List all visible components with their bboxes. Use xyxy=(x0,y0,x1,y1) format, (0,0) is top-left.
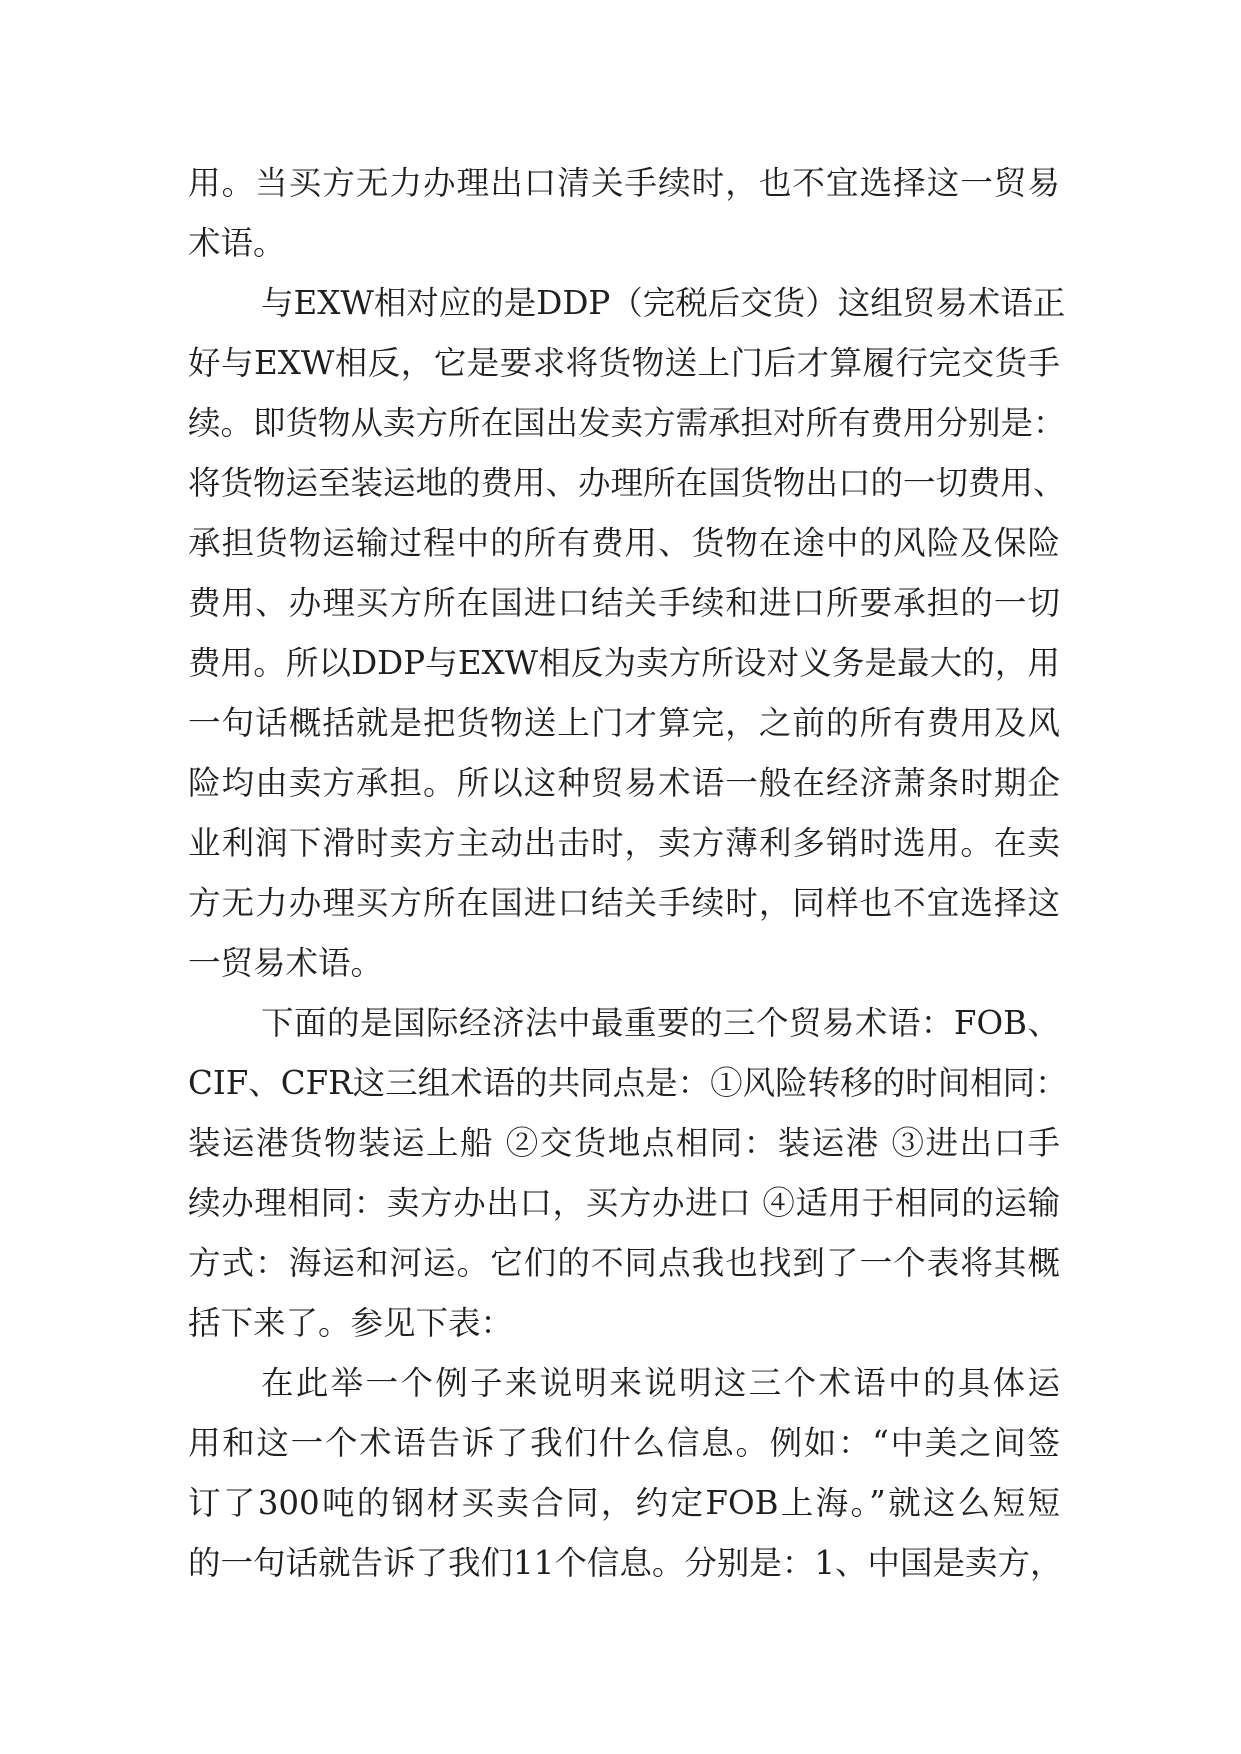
text-line: 业利润下滑时卖方主动出击时，卖方薄利多销时选用。在卖 xyxy=(188,824,1060,862)
text-line: 将货物运至装运地的费用、办理所在国货物出口的一切费用、 xyxy=(188,464,1066,502)
text-line: 的一句话就告诉了我们11个信息。分别是：1、中国是卖方， xyxy=(188,1544,1063,1582)
text-line: 术语。 xyxy=(188,224,286,262)
text-line: 承担货物运输过程中的所有费用、货物在途中的风险及保险 xyxy=(188,524,1060,562)
text-line: 方式：海运和河运。它们的不同点我也找到了一个表将其概 xyxy=(188,1244,1060,1282)
paragraph xyxy=(188,1353,1063,1593)
text-line: CIF、CFR这三组术语的共同点是：①风险转移的时间相同： xyxy=(188,1064,1068,1102)
paragraph xyxy=(188,153,1060,273)
text-line: 用和这一个术语告诉了我们什么信息。例如：“中美之间签 xyxy=(188,1424,1060,1462)
text-line: 续。即货物从卖方所在国出发卖方需承担对所有费用分别是： xyxy=(188,404,1066,442)
text-line: 与EXW相对应的是DDP（完税后交货）这组贸易术语正 xyxy=(261,284,1066,322)
text-line: 续办理相同：卖方办出口，买方办进口 ④适用于相同的运输 xyxy=(188,1184,1060,1222)
text-line: 费用、办理买方所在国进口结关手续和进口所要承担的一切 xyxy=(188,584,1060,622)
text-line: 括下来了。参见下表： xyxy=(188,1304,514,1342)
text-line: 好与EXW相反，它是要求将货物送上门后才算履行完交货手 xyxy=(188,344,1060,382)
text-line: 用。当买方无力办理出口清关手续时，也不宜选择这一贸易 xyxy=(188,164,1060,202)
text-line: 费用。所以DDP与EXW相反为卖方所设对义务是最大的，用 xyxy=(188,644,1060,682)
text-line: 装运港货物装运上船 ②交货地点相同：装运港 ③进出口手 xyxy=(188,1124,1060,1162)
text-line: 一句话概括就是把货物送上门才算完，之前的所有费用及风 xyxy=(188,704,1060,742)
document-body xyxy=(188,153,1068,1593)
paragraph xyxy=(188,273,1066,993)
text-line: 一贸易术语。 xyxy=(188,944,384,982)
text-line: 下面的是国际经济法中最重要的三个贸易术语：FOB、 xyxy=(261,1004,1060,1042)
text-line: 险均由卖方承担。所以这种贸易术语一般在经济萧条时期企 xyxy=(188,764,1060,802)
text-line: 方无力办理买方所在国进口结关手续时，同样也不宜选择这 xyxy=(188,884,1060,922)
text-line: 在此举一个例子来说明来说明这三个术语中的具体运 xyxy=(261,1364,1060,1402)
text-line: 订了300吨的钢材买卖合同，约定FOB上海。”就这么短短 xyxy=(188,1484,1060,1522)
paragraph xyxy=(188,993,1068,1353)
